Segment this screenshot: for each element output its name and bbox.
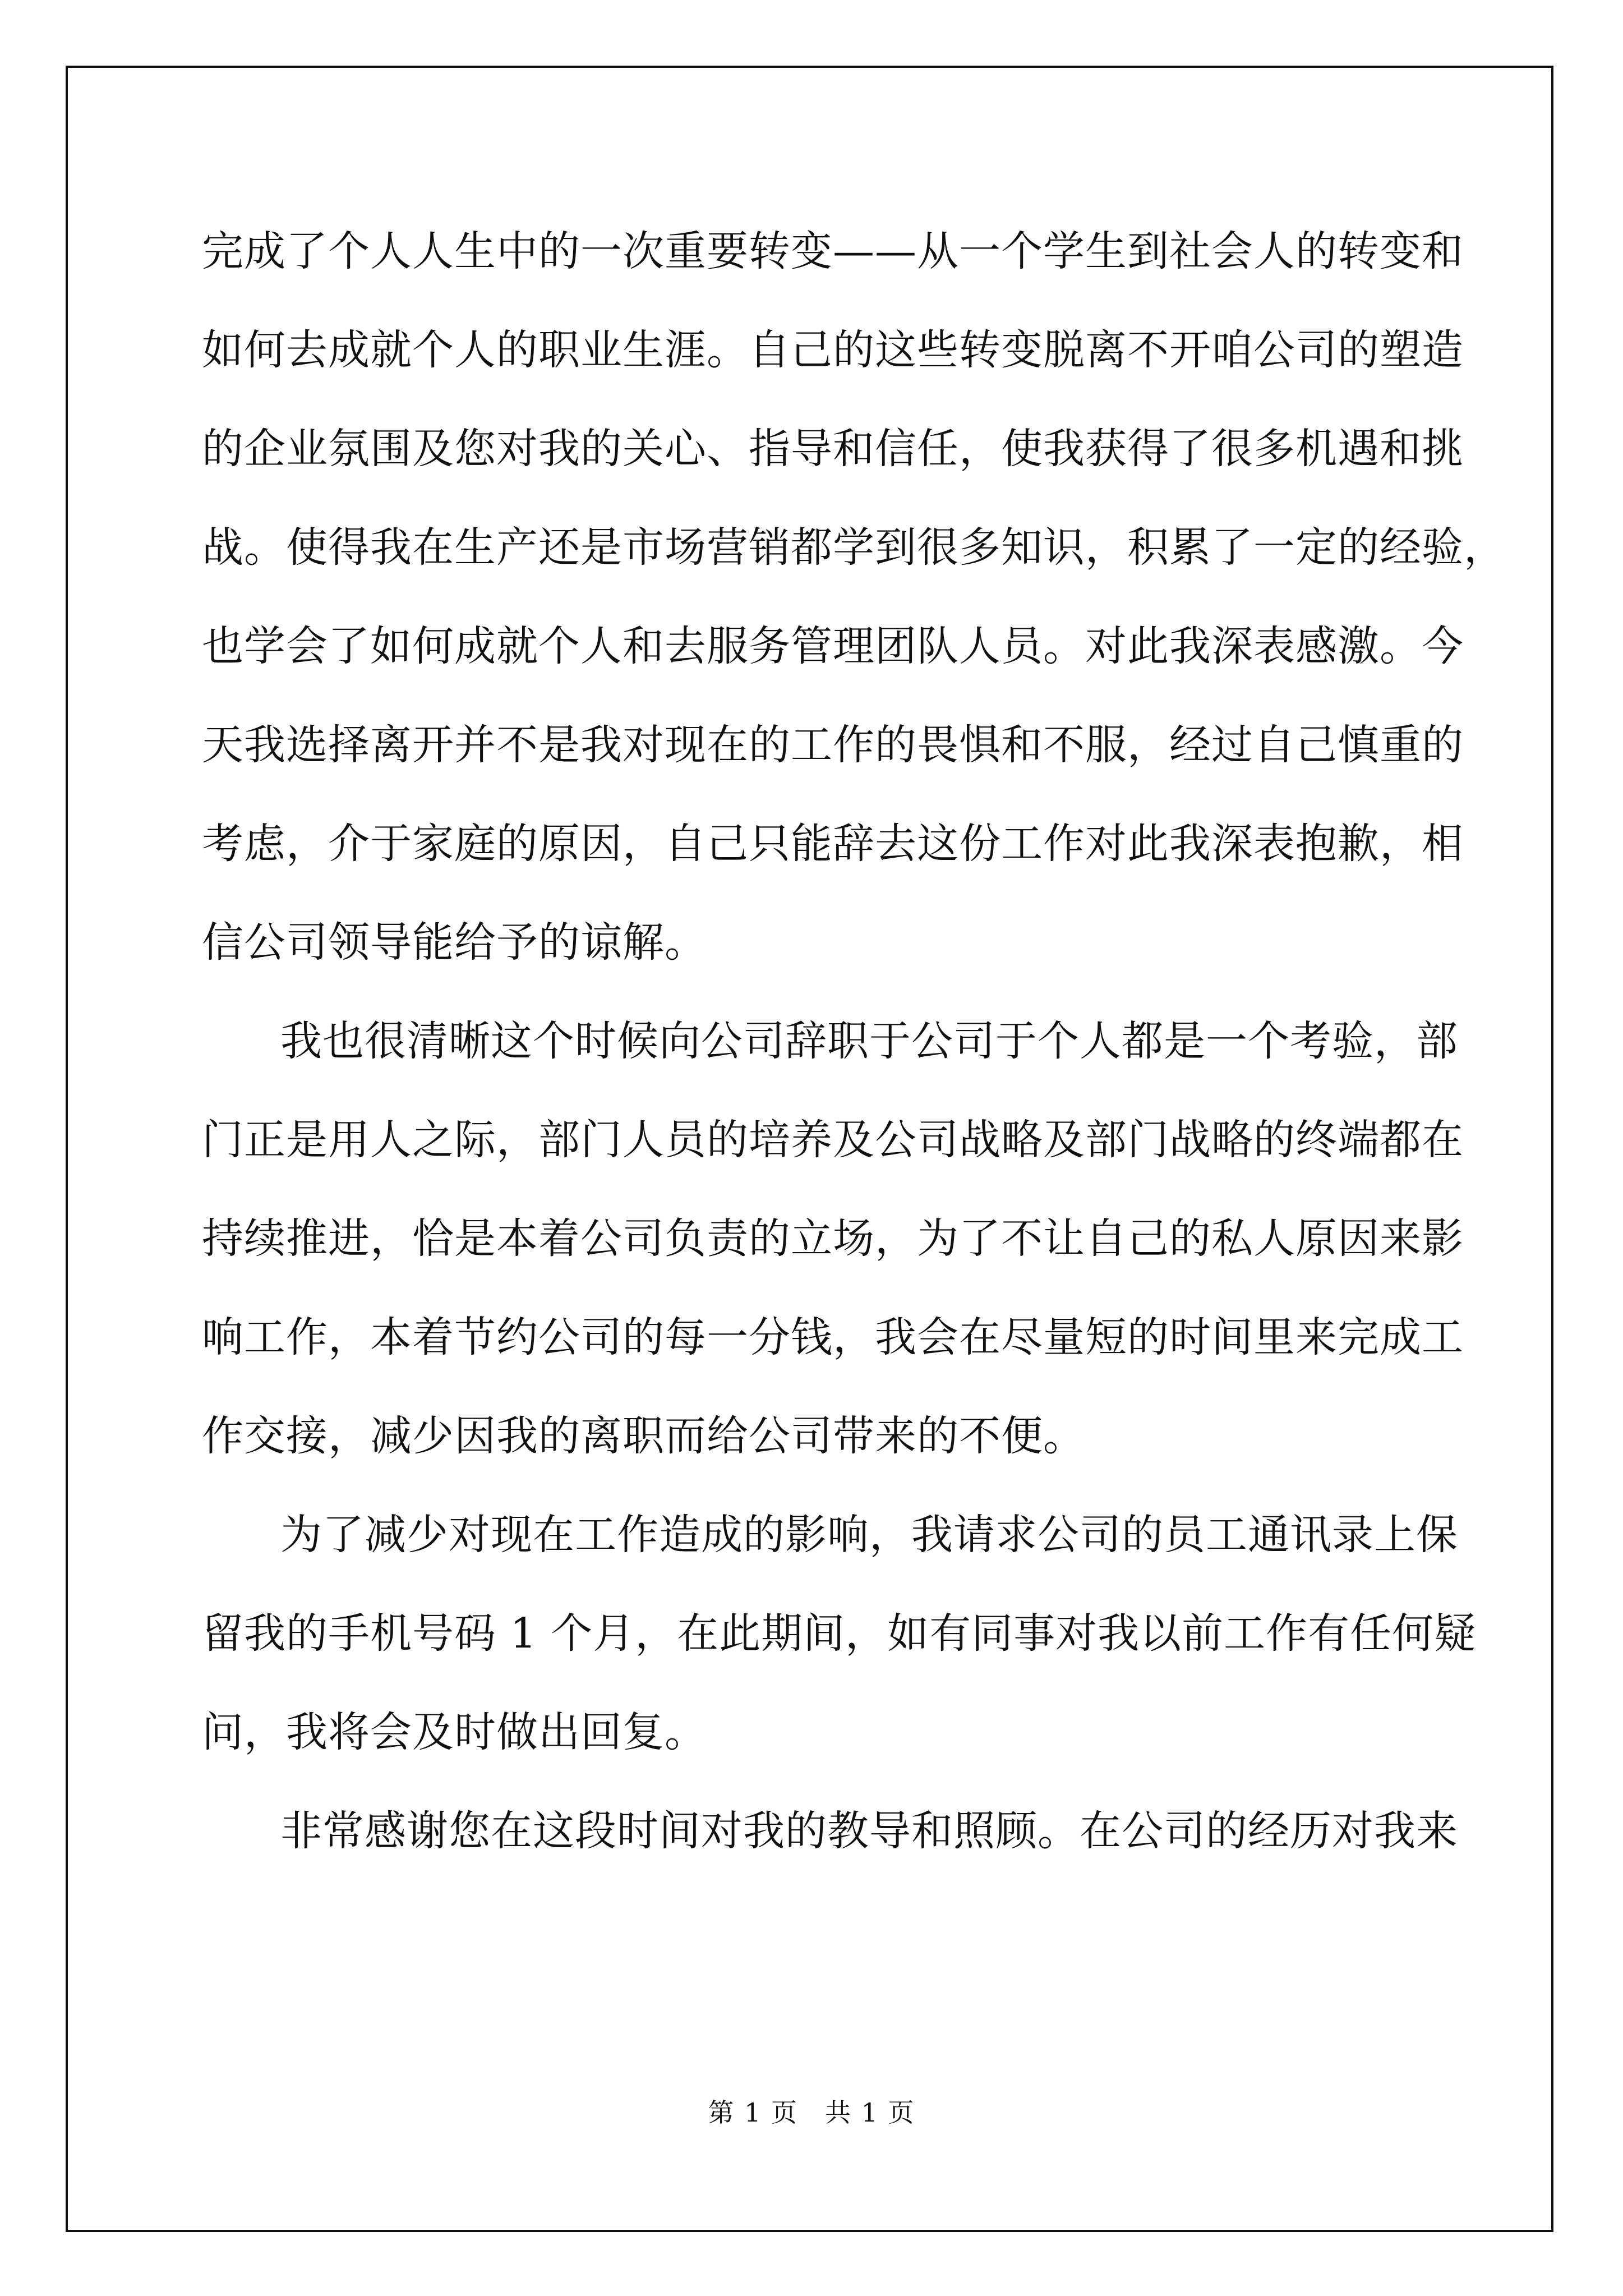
paragraph-first-line: 我也很清晰这个时候向公司辞职于公司于个人都是一个考验，部 bbox=[280, 1017, 1458, 1065]
text-line: 持续推进，恰是本着公司负责的立场，为了不让自己的私人原因来影 bbox=[202, 1214, 1464, 1263]
text-line: 门正是用人之际，部门人员的培养及公司战略及部门战略的终端都在 bbox=[202, 1116, 1464, 1164]
paragraph-first-line: 非常感谢您在这段时间对我的教导和照顾。在公司的经历对我来 bbox=[280, 1807, 1458, 1855]
text-line: 作交接，减少因我的离职而给公司带来的不便。 bbox=[202, 1412, 1085, 1460]
page-number-footer: 第 1 页 共 1 页 bbox=[708, 2097, 915, 2128]
text-line: 如何去成就个人的职业生涯。自己的这些转变脱离不开咱公司的塑造 bbox=[202, 326, 1464, 374]
text-line: 也学会了如何成就个人和去服务管理团队人员。对此我深表感激。今 bbox=[202, 622, 1464, 670]
paragraph-first-line: 为了减少对现在工作造成的影响，我请求公司的员工通讯录上保 bbox=[280, 1511, 1458, 1559]
text-line: 战。使得我在生产还是市场营销都学到很多知识，积累了一定的经验， bbox=[202, 523, 1506, 572]
text-line: 天我选择离开并不是我对现在的工作的畏惧和不服，经过自己慎重的 bbox=[202, 721, 1464, 769]
text-line: 留我的手机号码 1 个月，在此期间，如有同事对我以前工作有任何疑 bbox=[202, 1609, 1477, 1658]
text-line: 问，我将会及时做出回复。 bbox=[202, 1708, 707, 1756]
text-line: 信公司领导能给予的谅解。 bbox=[202, 918, 707, 967]
text-line: 响工作，本着节约公司的每一分钱，我会在尽量短的时间里来完成工 bbox=[202, 1313, 1464, 1361]
text-line: 完成了个人人生中的一次重要转变——从一个学生到社会人的转变和 bbox=[202, 227, 1464, 275]
document-body bbox=[202, 202, 1506, 1880]
text-line: 考虑，介于家庭的原因，自己只能辞去这份工作对此我深表抱歉，相 bbox=[202, 820, 1464, 868]
text-line: 的企业氛围及您对我的关心、指导和信任，使我获得了很多机遇和挑 bbox=[202, 425, 1464, 473]
